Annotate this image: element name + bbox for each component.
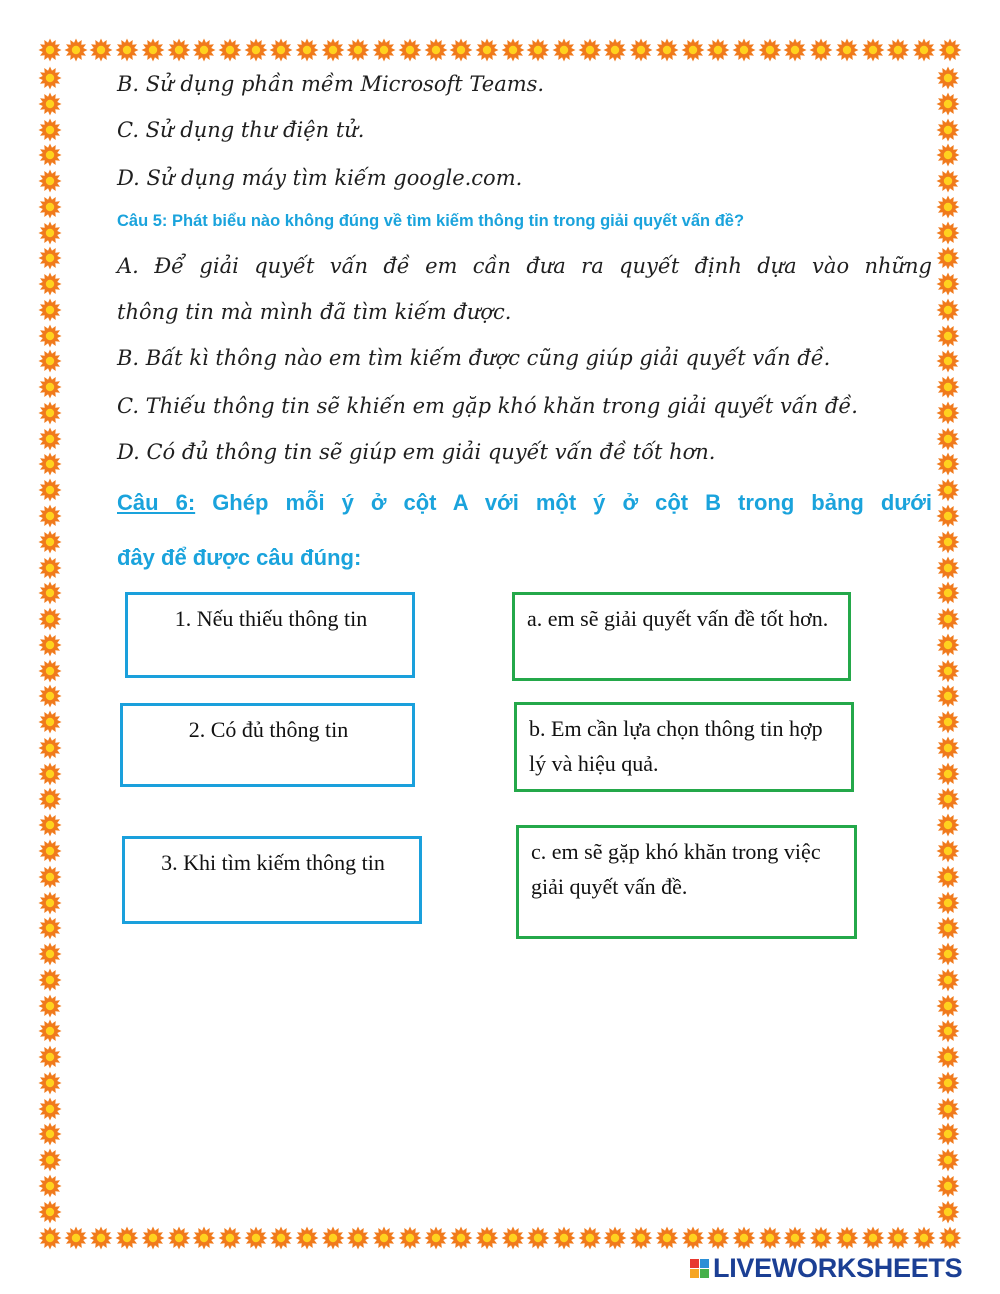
sun-icon: [936, 92, 960, 116]
sun-icon: [38, 1174, 62, 1198]
sun-icon: [936, 246, 960, 270]
sun-icon: [681, 1226, 705, 1250]
question-6-prompt-line2: đây để được câu đúng:: [117, 545, 362, 570]
sun-icon: [167, 38, 191, 62]
match-box-b2[interactable]: b. Em cần lựa chọn thông tin hợp lý và hiệu quả.: [514, 702, 854, 792]
option-q5-a-line2: thông tin mà mình đã tìm kiếm được.: [117, 300, 512, 324]
sun-icon: [38, 38, 62, 62]
sun-icon: [38, 865, 62, 889]
sun-icon: [629, 38, 653, 62]
sun-icon: [936, 1148, 960, 1172]
sun-icon: [475, 1226, 499, 1250]
sun-icon: [936, 1045, 960, 1069]
sun-icon: [936, 221, 960, 245]
sun-icon: [936, 787, 960, 811]
sun-icon: [372, 1226, 396, 1250]
sun-icon: [936, 118, 960, 142]
sun-icon: [346, 1226, 370, 1250]
sun-icon: [936, 66, 960, 90]
sun-icon: [936, 736, 960, 760]
sun-icon: [732, 38, 756, 62]
sun-icon: [758, 1226, 782, 1250]
sun-icon: [38, 1226, 62, 1250]
sun-icon: [936, 349, 960, 373]
sun-icon: [89, 1226, 113, 1250]
sun-icon: [936, 375, 960, 399]
sun-icon: [938, 38, 962, 62]
sun-icon: [115, 1226, 139, 1250]
question-6-prompt-line1: Ghép mỗi ý ở cột A với một ý ở cột B trong bảng dưới: [212, 490, 932, 515]
sun-icon: [38, 607, 62, 631]
sun-icon: [501, 38, 525, 62]
sun-icon: [936, 633, 960, 657]
sun-icon: [295, 38, 319, 62]
sun-icon: [936, 762, 960, 786]
sun-icon: [244, 1226, 268, 1250]
sun-icon: [38, 195, 62, 219]
sun-icon: [38, 1019, 62, 1043]
sun-icon: [38, 427, 62, 451]
option-q5-d: D. Có đủ thông tin sẽ giúp em giải quyết vấn đề tốt hơn.: [117, 440, 716, 464]
sun-icon: [936, 1097, 960, 1121]
sun-icon: [936, 710, 960, 734]
sun-icon: [38, 659, 62, 683]
sun-icon: [38, 968, 62, 992]
sun-icon: [732, 1226, 756, 1250]
sun-icon: [936, 607, 960, 631]
sun-icon: [38, 143, 62, 167]
sun-icon: [38, 169, 62, 193]
sun-icon: [526, 38, 550, 62]
sun-icon: [936, 1071, 960, 1095]
sun-icon: [346, 38, 370, 62]
sun-icon: [38, 839, 62, 863]
sun-icon: [936, 916, 960, 940]
sun-icon: [424, 38, 448, 62]
sun-icon: [936, 1200, 960, 1224]
sun-icon: [424, 1226, 448, 1250]
sun-icon: [475, 38, 499, 62]
sun-icon: [936, 813, 960, 837]
sun-icon: [64, 38, 88, 62]
sun-icon: [38, 813, 62, 837]
sun-icon: [912, 38, 936, 62]
sun-icon: [936, 659, 960, 683]
sun-icon: [936, 891, 960, 915]
sun-icon: [886, 1226, 910, 1250]
sun-icon: [706, 1226, 730, 1250]
sun-icon: [449, 38, 473, 62]
option-q4-d: D. Sử dụng máy tìm kiếm google.com.: [117, 166, 523, 190]
sun-icon: [38, 736, 62, 760]
sun-icon: [886, 38, 910, 62]
sun-icon: [38, 916, 62, 940]
sun-icon: [38, 478, 62, 502]
sun-icon: [38, 581, 62, 605]
sun-icon: [578, 38, 602, 62]
sun-icon: [38, 272, 62, 296]
sun-icon: [809, 1226, 833, 1250]
sun-icon: [936, 143, 960, 167]
sun-icon: [38, 349, 62, 373]
sun-icon: [706, 38, 730, 62]
sun-icon: [38, 787, 62, 811]
sun-icon: [38, 92, 62, 116]
sun-icon: [38, 1045, 62, 1069]
option-q5-a-line1: A. Để giải quyết vấn đề em cần đưa ra quyết định dựa vào những: [117, 254, 932, 278]
sun-icon: [295, 1226, 319, 1250]
sun-icon: [552, 38, 576, 62]
liveworksheets-logo[interactable]: [690, 1253, 962, 1284]
sun-icon: [269, 38, 293, 62]
sun-icon: [38, 762, 62, 786]
border-bottom: [38, 1226, 962, 1252]
sun-icon: [449, 1226, 473, 1250]
sun-icon: [655, 1226, 679, 1250]
sun-icon: [938, 1226, 962, 1250]
sun-icon: [38, 221, 62, 245]
sun-icon: [936, 1122, 960, 1146]
sun-icon: [936, 195, 960, 219]
sun-icon: [861, 1226, 885, 1250]
match-box-a3[interactable]: 3. Khi tìm kiếm thông tin: [122, 836, 422, 924]
sun-icon: [936, 452, 960, 476]
sun-icon: [603, 38, 627, 62]
border-right: [936, 66, 962, 1224]
sun-icon: [269, 1226, 293, 1250]
sun-icon: [218, 1226, 242, 1250]
sun-icon: [38, 1122, 62, 1146]
sun-icon: [38, 246, 62, 270]
border-left: [38, 66, 64, 1224]
sun-icon: [936, 324, 960, 348]
match-box-b3[interactable]: c. em sẽ gặp khó khăn trong việc giải quyết vấn đề.: [516, 825, 857, 939]
sun-icon: [218, 38, 242, 62]
sun-icon: [783, 38, 807, 62]
option-q5-b: B. Bất kì thông nào em tìm kiếm được cũng giúp giải quyết vấn đề.: [117, 346, 831, 370]
sun-icon: [936, 684, 960, 708]
sun-icon: [936, 865, 960, 889]
liveworksheets-logo-icon: [690, 1259, 709, 1278]
sun-icon: [38, 556, 62, 580]
sun-icon: [552, 1226, 576, 1250]
sun-icon: [526, 1226, 550, 1250]
sun-icon: [321, 38, 345, 62]
match-box-a2[interactable]: 2. Có đủ thông tin: [120, 703, 415, 787]
sun-icon: [936, 504, 960, 528]
sun-icon: [38, 891, 62, 915]
sun-icon: [936, 1174, 960, 1198]
sun-icon: [629, 1226, 653, 1250]
sun-icon: [192, 1226, 216, 1250]
sun-icon: [936, 942, 960, 966]
logo-text: LIVEWORKSHEETS: [713, 1253, 963, 1283]
sun-icon: [38, 1071, 62, 1095]
sun-icon: [64, 1226, 88, 1250]
sun-icon: [936, 994, 960, 1018]
sun-icon: [38, 401, 62, 425]
sun-icon: [835, 38, 859, 62]
sun-icon: [936, 1019, 960, 1043]
sun-icon: [38, 118, 62, 142]
sun-icon: [936, 478, 960, 502]
sun-icon: [501, 1226, 525, 1250]
sun-icon: [835, 1226, 859, 1250]
sun-icon: [141, 38, 165, 62]
sun-icon: [603, 1226, 627, 1250]
sun-icon: [89, 38, 113, 62]
sun-icon: [936, 298, 960, 322]
sun-icon: [38, 66, 62, 90]
sun-icon: [321, 1226, 345, 1250]
border-top: [38, 38, 962, 64]
question-6-prompt: [117, 490, 932, 516]
sun-icon: [167, 1226, 191, 1250]
sun-icon: [38, 504, 62, 528]
sun-icon: [936, 272, 960, 296]
sun-icon: [38, 994, 62, 1018]
sun-icon: [861, 38, 885, 62]
sun-icon: [38, 375, 62, 399]
sun-icon: [38, 684, 62, 708]
sun-icon: [38, 710, 62, 734]
sun-icon: [809, 38, 833, 62]
sun-icon: [655, 38, 679, 62]
sun-icon: [38, 633, 62, 657]
option-q4-b: B. Sử dụng phần mềm Microsoft Teams.: [117, 72, 545, 96]
sun-icon: [936, 530, 960, 554]
sun-icon: [38, 942, 62, 966]
sun-icon: [38, 324, 62, 348]
question-5-prompt: Câu 5: Phát biểu nào không đúng về tìm kiếm thông tin trong giải quyết vấn đề?: [117, 212, 745, 230]
sun-icon: [936, 556, 960, 580]
sun-icon: [936, 169, 960, 193]
sun-icon: [141, 1226, 165, 1250]
sun-icon: [38, 1148, 62, 1172]
match-box-b1[interactable]: a. em sẽ giải quyết vấn đề tốt hơn.: [512, 592, 851, 681]
sun-icon: [192, 38, 216, 62]
sun-icon: [38, 530, 62, 554]
sun-icon: [936, 839, 960, 863]
sun-icon: [578, 1226, 602, 1250]
sun-icon: [783, 1226, 807, 1250]
sun-icon: [936, 427, 960, 451]
option-q5-c: C. Thiếu thông tin sẽ khiến em gặp khó khăn trong giải quyết vấn đề.: [117, 394, 858, 418]
sun-icon: [936, 968, 960, 992]
sun-icon: [681, 38, 705, 62]
sun-icon: [38, 298, 62, 322]
option-q4-c: C. Sử dụng thư điện tử.: [117, 118, 365, 142]
sun-icon: [244, 38, 268, 62]
sun-icon: [912, 1226, 936, 1250]
sun-icon: [372, 38, 396, 62]
match-box-a1[interactable]: 1. Nếu thiếu thông tin: [125, 592, 415, 678]
sun-icon: [115, 38, 139, 62]
sun-icon: [758, 38, 782, 62]
sun-icon: [936, 581, 960, 605]
question-6-label: Câu 6:: [117, 490, 196, 515]
sun-icon: [936, 401, 960, 425]
sun-icon: [38, 1200, 62, 1224]
sun-icon: [38, 1097, 62, 1121]
sun-icon: [398, 1226, 422, 1250]
sun-icon: [398, 38, 422, 62]
sun-icon: [38, 452, 62, 476]
